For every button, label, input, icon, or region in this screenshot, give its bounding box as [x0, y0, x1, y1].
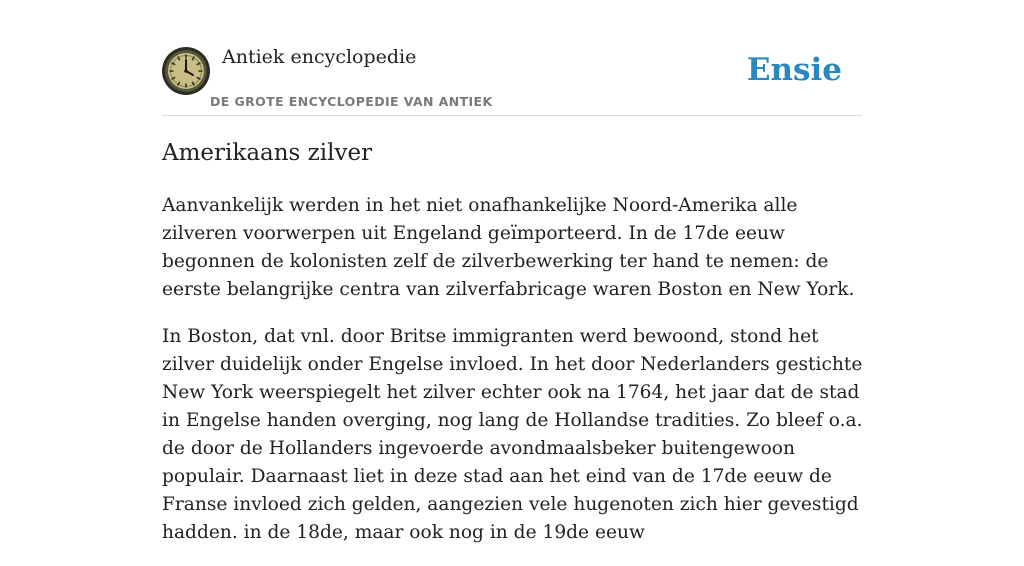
article-paragraph: Aanvankelijk werden in het niet onafhankelijke Noord-Amerika alle zilveren voorwerpen uit Engeland geïmporteerd. In de 17de eeuw begonnen de kolonisten zelf de zilverbewerking ter hand te nemen: de eerste belangrijke centra van zilverfabricage waren Boston en New York.: [162, 195, 855, 300]
site-header: [162, 40, 862, 116]
site-tagline: DE GROTE ENCYCLOPEDIE VAN ANTIEK: [210, 94, 493, 109]
site-name[interactable]: Antiek encyclopedie: [222, 46, 417, 68]
antique-clock-icon[interactable]: [162, 47, 210, 95]
ensie-brand-link[interactable]: Ensie: [746, 52, 842, 88]
article-title: Amerikaans zilver: [162, 140, 373, 166]
article-body: [162, 192, 872, 566]
article-paragraph: In Boston, dat vnl. door Britse immigranten werd bewoond, stond het zilver duidelijk onder Engelse invloed. In het door Nederlanders gestichte New York weerspiegelt het zilver echter ook na 1764, het jaar dat de stad in Engelse handen overging, nog lang de Hollandse tradities. Zo bleef o.a. de door de Hollanders ingevoerde avondmaalsbeker buitengewoon populair. Daarnaast liet in deze stad aan het eind van de 17de eeuw de Franse invloed zich gelden, aangezien vele hugenoten zich hier gevestigd hadden. in de 18de, maar ook nog in de 19de eeuw: [162, 326, 863, 543]
